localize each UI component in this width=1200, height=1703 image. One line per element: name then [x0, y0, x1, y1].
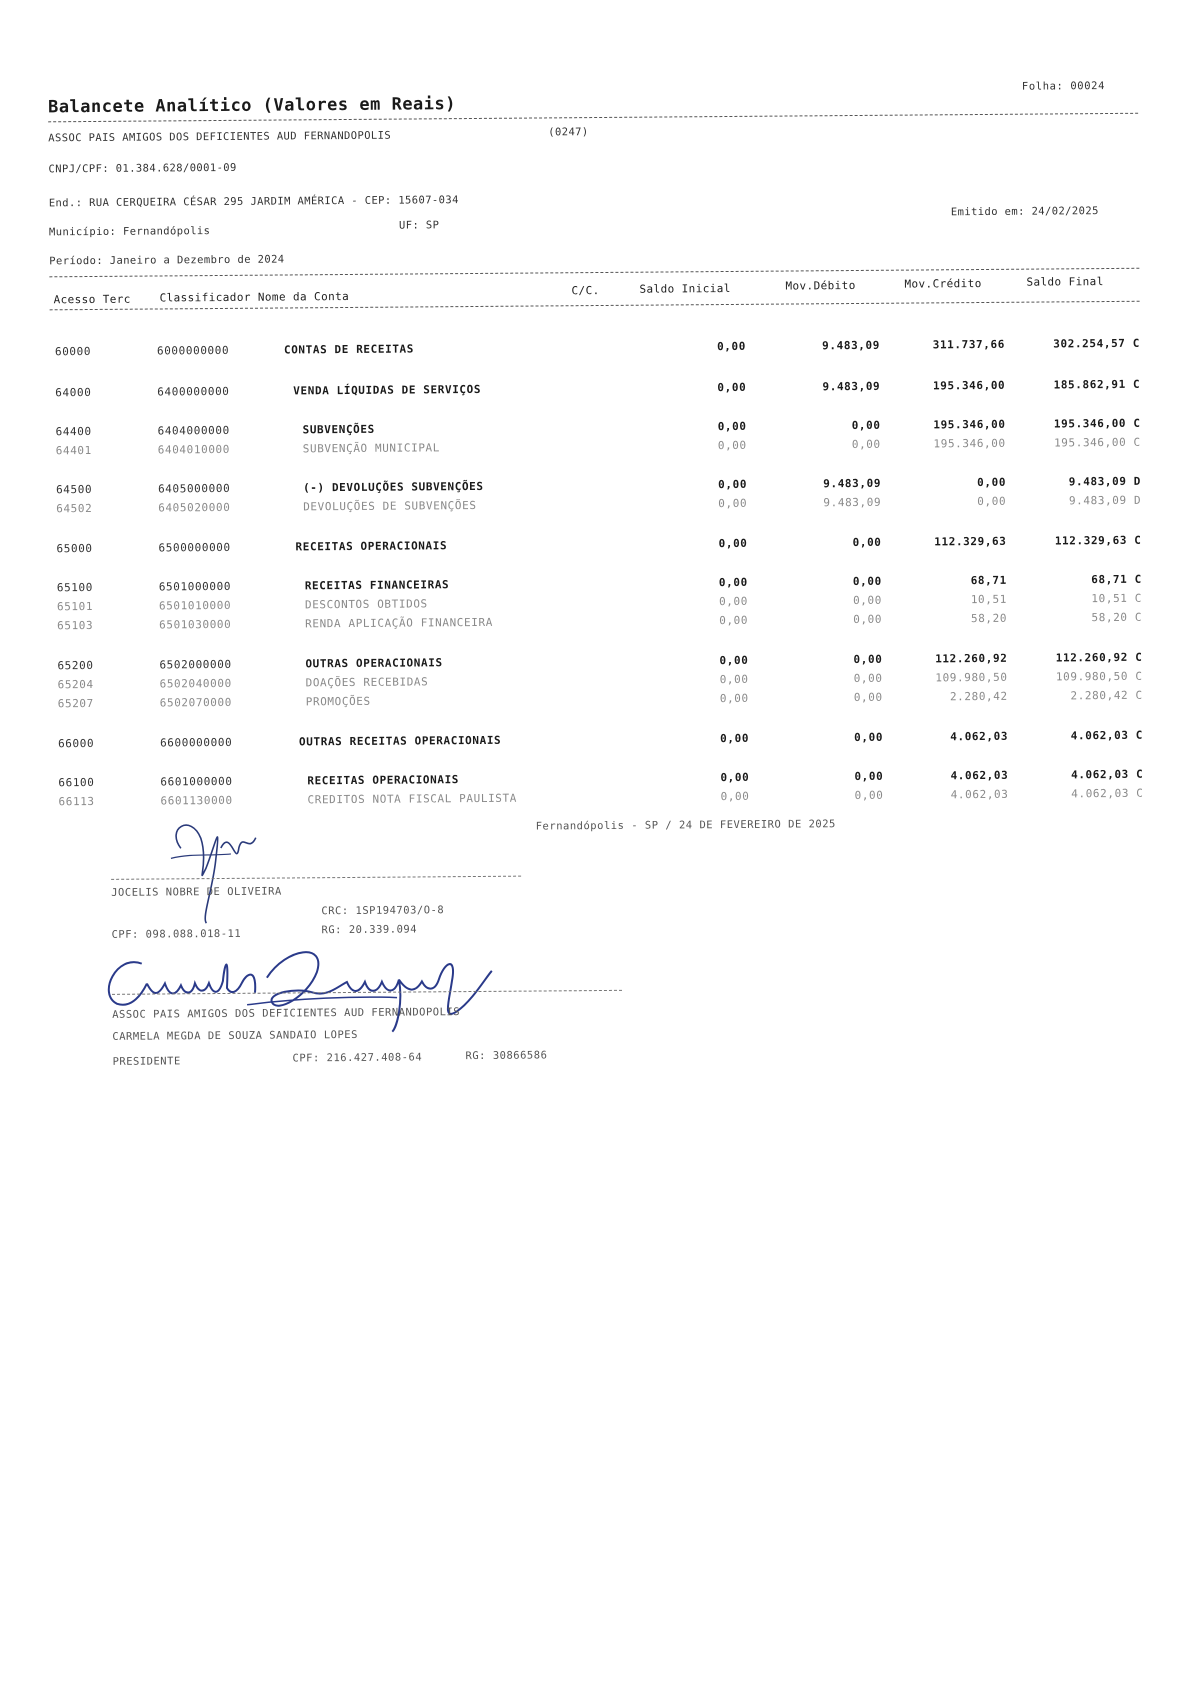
mov-credito-cell: 311.737,66 [932, 337, 1005, 352]
saldo-final-cell: 112.260,92 C [1055, 650, 1143, 665]
mov-credito-cell: 109.980,50 [935, 670, 1008, 685]
saldo-final-cell: 4.062,03 C [1071, 767, 1144, 782]
saldo-inicial-cell: 0,00 [720, 770, 750, 785]
saldo-inicial-cell: 0,00 [718, 575, 748, 590]
acesso-cell: 64502 [56, 502, 93, 516]
mov-credito-cell: 112.260,92 [935, 651, 1008, 666]
mov-credito-cell: 195.346,00 [932, 378, 1006, 393]
saldo-final-cell: 109.980,50 C [1055, 669, 1143, 684]
mov-debito-cell: 0,00 [852, 593, 882, 608]
classificador-cell: 6404000000 [157, 423, 230, 438]
table-row [3, 533, 1200, 560]
account-name-cell: SUBVENÇÃO MUNICIPAL [302, 441, 441, 456]
mov-debito-cell: 0,00 [853, 690, 883, 705]
col-mov-credito: Mov.Crédito [904, 277, 982, 291]
saldo-final-cell: 185.862,91 C [1053, 377, 1141, 392]
mov-credito-cell: 2.280,42 [949, 689, 1008, 704]
president-rg: RG: 30866586 [465, 1049, 548, 1063]
president-cpf: CPF: 216.427.408-64 [292, 1051, 423, 1065]
classificador-cell: 6500000000 [158, 540, 231, 555]
acesso-cell: 65204 [57, 677, 94, 692]
classificador-cell: 6400000000 [157, 384, 230, 399]
acesso-cell: 65103 [57, 618, 94, 633]
account-name-cell: CREDITOS NOTA FISCAL PAULISTA [307, 791, 518, 807]
saldo-inicial-cell: 0,00 [716, 339, 746, 354]
table-row [5, 728, 1200, 755]
president-signature [97, 927, 578, 1044]
entity-code: (0247) [548, 126, 589, 139]
saldo-inicial-cell: 0,00 [719, 691, 749, 706]
saldo-final-cell: 2.280,42 C [1070, 688, 1143, 703]
col-saldo-final: Saldo Final [1026, 275, 1104, 289]
mov-credito-cell: 195.346,00 [933, 417, 1006, 432]
entity-name-footer: ASSOC PAIS AMIGOS DOS DEFICIENTES AUD FERNANDOPOLIS [112, 1006, 461, 1021]
president-role: PRESIDENTE [112, 1055, 181, 1068]
mov-debito-cell: 0,00 [854, 769, 884, 784]
classificador-cell: 6000000000 [156, 343, 230, 358]
classificador-cell: 6405000000 [157, 481, 231, 496]
saldo-final-cell: 9.483,09 D [1068, 493, 1142, 508]
mov-debito-cell: 0,00 [853, 612, 883, 627]
account-name-cell: DOAÇÕES RECEBIDAS [305, 675, 429, 690]
municipio-line: Município: Fernandópolis [48, 225, 211, 239]
account-name-cell: RECEITAS FINANCEIRAS [304, 578, 450, 593]
mov-debito-cell: 0,00 [852, 574, 882, 589]
saldo-inicial-cell: 0,00 [719, 594, 748, 609]
acesso-cell: 64401 [55, 444, 92, 458]
accountant-cpf: CPF: 098.088.018-11 [111, 927, 242, 941]
classificador-cell: 6405020000 [158, 500, 231, 515]
entity-name: ASSOC PAIS AMIGOS DOS DEFICIENTES AUD FERNANDOPOLIS [48, 129, 392, 145]
account-name-cell: DESCONTOS OBTIDOS [304, 597, 428, 612]
saldo-final-cell: 302.254,57 C [1053, 336, 1140, 351]
account-name-cell: PROMOÇÕES [305, 694, 371, 709]
saldo-inicial-cell: 0,00 [718, 477, 748, 492]
classificador-cell: 6502040000 [159, 676, 232, 691]
accountant-rg: RG: 20.339.094 [321, 923, 418, 937]
acesso-cell: 64500 [55, 483, 93, 497]
saldo-inicial-cell: 0,00 [718, 536, 748, 551]
mov-debito-cell: 0,00 [853, 652, 883, 667]
president-name: CARMELA MEGDA DE SOUZA SANDAIO LOPES [112, 1028, 358, 1043]
classificador-cell: 6501010000 [158, 598, 232, 613]
mov-credito-cell: 0,00 [977, 475, 1007, 490]
col-cc: C/C. [571, 284, 600, 298]
mov-debito-cell: 9.483,09 [822, 338, 880, 353]
saldo-final-cell: 10,51 C [1091, 591, 1142, 606]
acesso-cell: 65000 [56, 541, 93, 556]
acesso-cell: 65207 [57, 696, 94, 711]
emitido-line: Emitido em: 24/02/2025 [950, 205, 1099, 219]
mov-debito-cell: 0,00 [854, 788, 884, 803]
mov-debito-cell: 9.483,09 [823, 476, 882, 491]
classificador-cell: 6601000000 [160, 774, 233, 789]
saldo-inicial-cell: 0,00 [719, 672, 749, 687]
saldo-final-cell: 195.346,00 C [1053, 416, 1141, 431]
classificador-cell: 6501030000 [159, 617, 232, 632]
mov-debito-cell: 0,00 [852, 535, 882, 550]
saldo-inicial-cell: 0,00 [717, 380, 747, 395]
accountant-crc: CRC: 1SP194703/O-8 [321, 904, 445, 918]
mov-credito-cell: 4.062,03 [950, 787, 1009, 802]
accountant-name: JOCELIS NOBRE DE OLIVEIRA [111, 885, 282, 899]
mov-credito-cell: 4.062,03 [950, 729, 1009, 744]
acesso-cell: 66000 [57, 736, 95, 751]
account-name-cell: OUTRAS RECEITAS OPERACIONAIS [298, 733, 502, 749]
classificador-cell: 6502000000 [159, 657, 232, 672]
acesso-cell: 64000 [55, 386, 92, 400]
mov-credito-cell: 58,20 [970, 611, 1008, 626]
mov-credito-cell: 112.329,63 [934, 534, 1007, 549]
col-saldo-inicial: Saldo Inicial [639, 281, 731, 296]
col-acesso-terc: Acesso Terc [53, 292, 131, 307]
acesso-cell: 66100 [58, 775, 95, 790]
mov-debito-cell: 9.483,09 [823, 495, 882, 510]
saldo-final-cell: 4.062,03 C [1070, 728, 1144, 743]
account-name-cell: DEVOLUÇÕES DE SUBVENÇÕES [303, 498, 477, 514]
account-name-cell: RENDA APLICAÇÃO FINANCEIRA [305, 615, 493, 631]
classificador-cell: 6404010000 [157, 442, 231, 457]
saldo-final-cell: 58,20 C [1091, 610, 1143, 625]
accountant-signature [161, 807, 312, 928]
address-line: End.: RUA CERQUEIRA CÉSAR 295 JARDIM AMÉRICA - CEP: 15607-034 [48, 194, 459, 210]
table-row [2, 377, 1200, 404]
mov-debito-cell: 0,00 [854, 730, 884, 745]
account-name-cell: OUTRAS OPERACIONAIS [305, 656, 443, 671]
mov-debito-cell: 0,00 [851, 437, 881, 452]
account-name-cell: (-) DEVOLUÇÕES SUBVENÇÕES [302, 479, 484, 495]
header-top-rule [49, 268, 1139, 278]
acesso-cell: 64400 [55, 425, 92, 439]
mov-credito-cell: 195.346,00 [933, 436, 1006, 451]
account-name-cell: CONTAS DE RECEITAS [283, 342, 415, 357]
saldo-inicial-cell: 0,00 [720, 789, 750, 804]
acesso-cell: 66113 [58, 794, 95, 809]
mov-debito-cell: 0,00 [853, 671, 883, 686]
page-title: Balancete Analítico (Valores em Reais) [47, 94, 457, 118]
mov-credito-cell: 10,51 [970, 592, 1007, 607]
col-classificador-nome: Classificador Nome da Conta [159, 289, 350, 305]
saldo-inicial-cell: 0,00 [720, 731, 750, 746]
classificador-cell: 6502070000 [159, 695, 233, 710]
saldo-inicial-cell: 0,00 [719, 653, 749, 668]
acesso-cell: 65100 [56, 580, 93, 595]
cnpj-line: CNPJ/CPF: 01.384.628/0001-09 [48, 161, 237, 176]
saldo-final-cell: 9.483,09 D [1068, 474, 1142, 489]
saldo-final-cell: 4.062,03 C [1071, 786, 1144, 801]
account-name-cell: VENDA LÍQUIDAS DE SERVIÇOS [293, 382, 482, 398]
table-row [2, 336, 1200, 363]
saldo-inicial-cell: 0,00 [717, 419, 747, 434]
folha-number: Folha: 00024 [1021, 80, 1106, 93]
saldo-final-cell: 68,71 C [1091, 572, 1142, 587]
saldo-final-cell: 112.329,63 C [1054, 533, 1142, 548]
acesso-cell: 60000 [54, 345, 92, 359]
account-name-cell: RECEITAS OPERACIONAIS [307, 773, 460, 788]
acesso-cell: 65200 [57, 658, 94, 673]
acesso-cell: 65101 [56, 599, 94, 614]
uf-line: UF: SP [398, 219, 440, 232]
place-date: Fernandópolis - SP / 24 DE FEVEREIRO DE 2025 [535, 818, 836, 833]
mov-credito-cell: 68,71 [970, 573, 1007, 588]
classificador-cell: 6600000000 [159, 735, 233, 750]
col-mov-debito: Mov.Débito [785, 278, 856, 293]
account-name-cell: SUBVENÇÕES [302, 422, 375, 437]
mov-credito-cell: 0,00 [977, 494, 1007, 509]
saldo-inicial-cell: 0,00 [719, 613, 749, 628]
saldo-inicial-cell: 0,00 [718, 496, 748, 511]
mov-debito-cell: 9.483,09 [822, 379, 881, 394]
periodo-line: Período: Janeiro a Dezembro de 2024 [49, 253, 285, 268]
classificador-cell: 6501000000 [158, 579, 232, 594]
account-name-cell: RECEITAS OPERACIONAIS [295, 539, 448, 554]
mov-debito-cell: 0,00 [851, 418, 881, 433]
classificador-cell: 6601130000 [160, 793, 233, 808]
saldo-inicial-cell: 0,00 [717, 438, 747, 453]
saldo-final-cell: 195.346,00 C [1053, 435, 1141, 450]
mov-credito-cell: 4.062,03 [950, 768, 1009, 783]
